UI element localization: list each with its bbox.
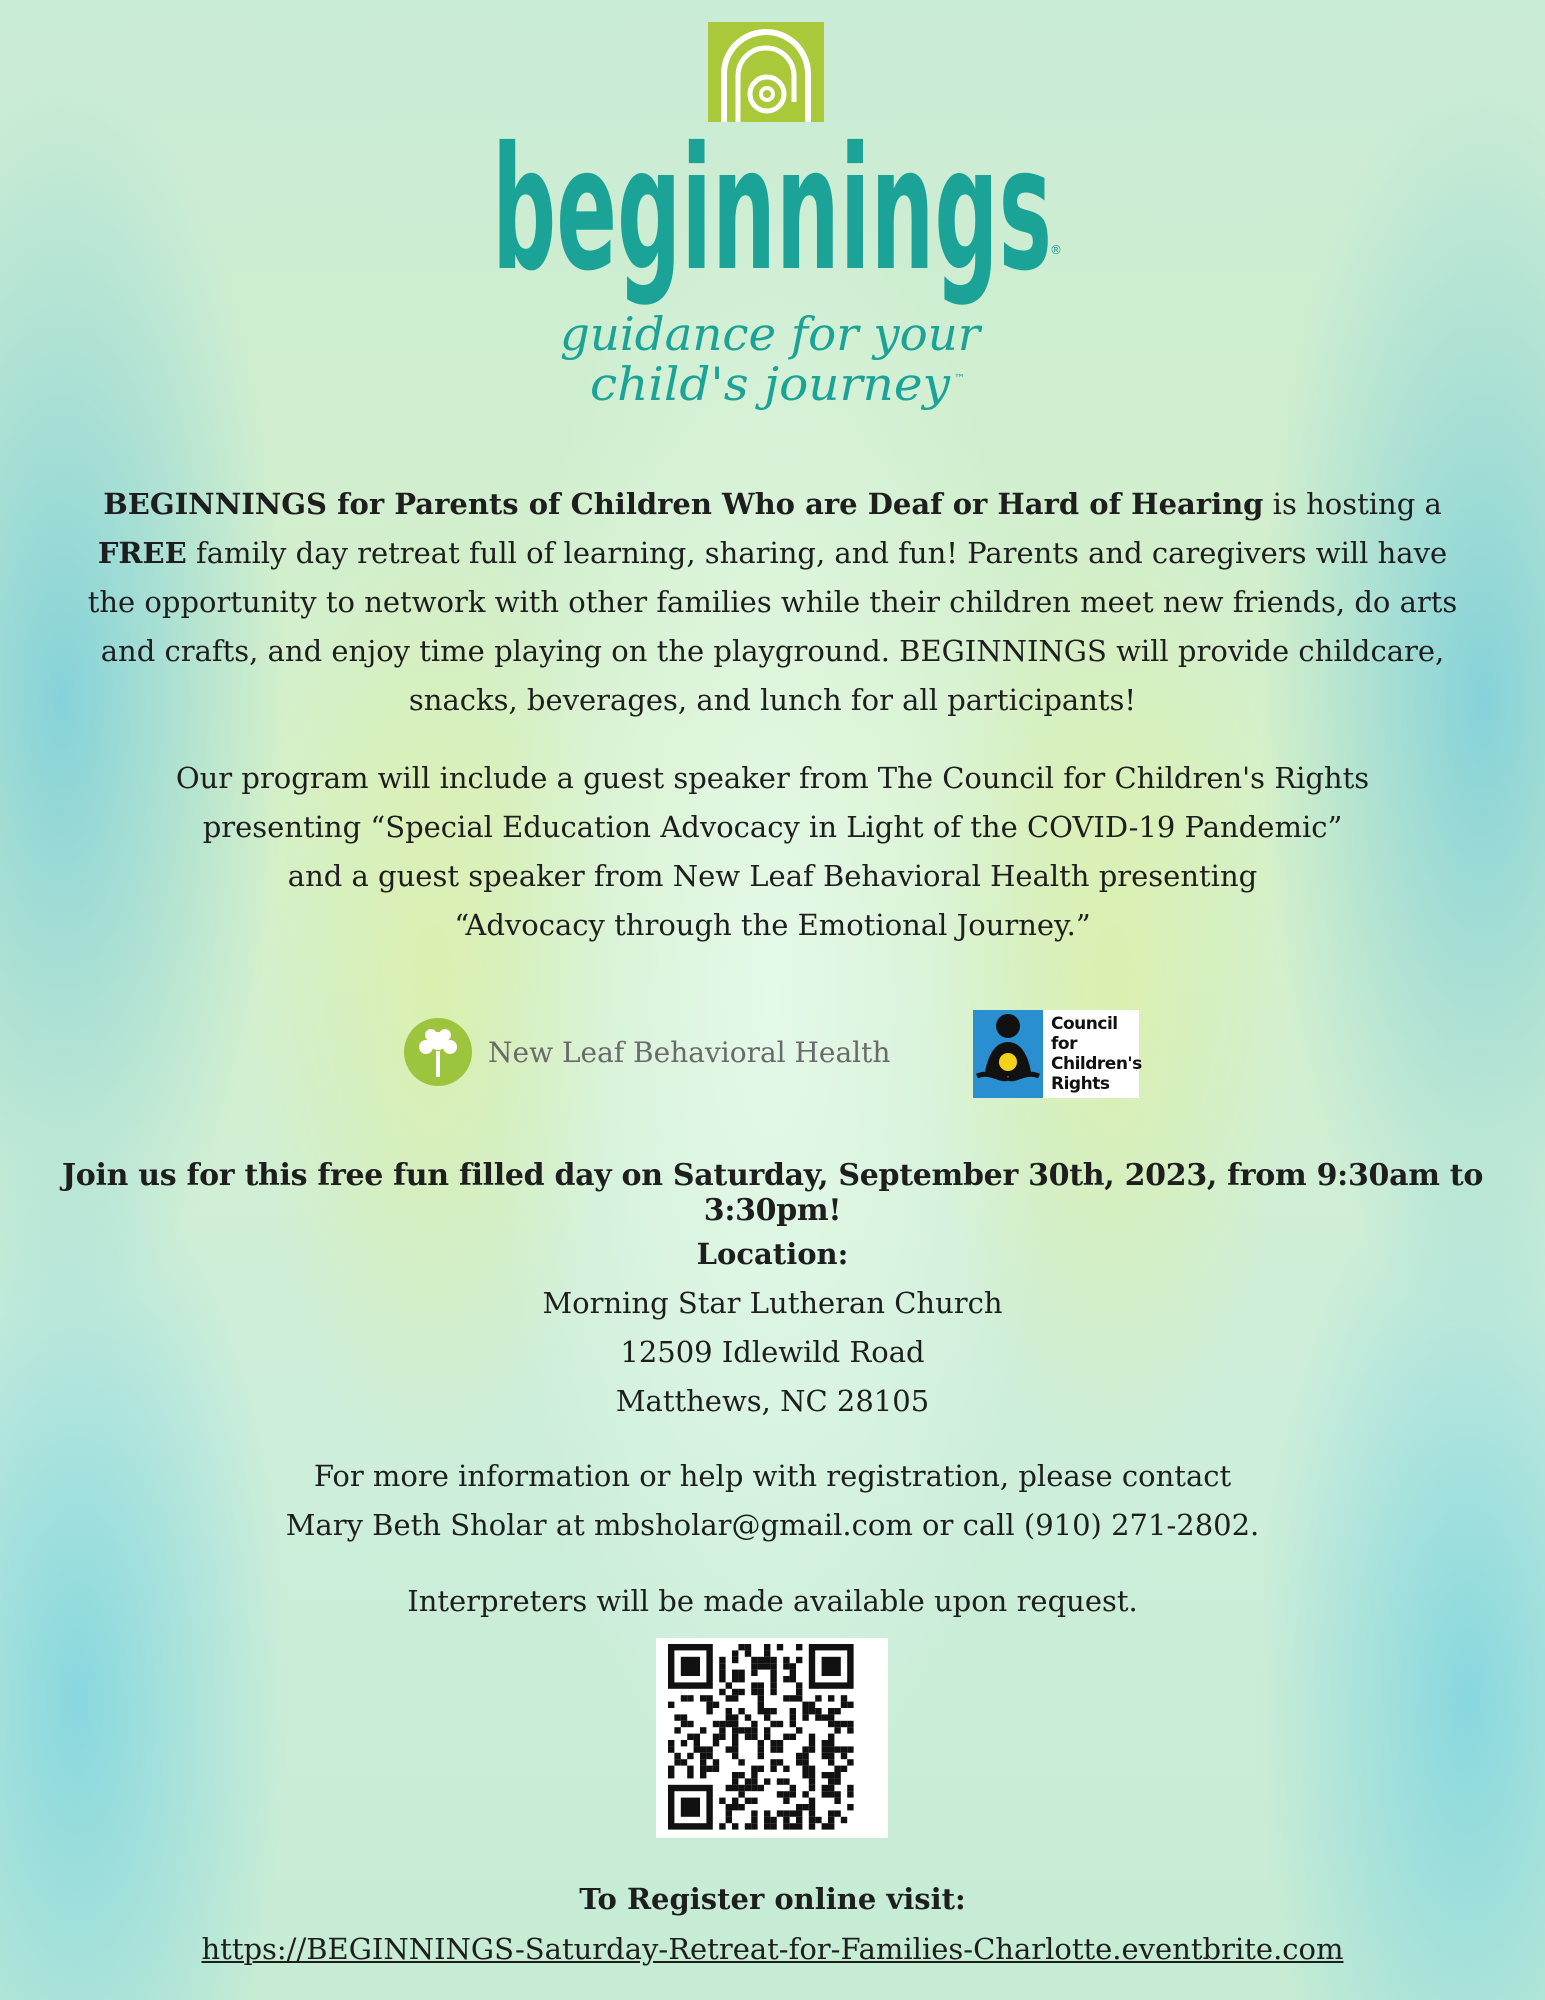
location-venue: Morning Star Lutheran Church [542, 1286, 1003, 1320]
location-street: 12509 Idlewild Road [620, 1335, 925, 1369]
program-line-1: Our program will include a guest speaker from The Council for Children's Rights [175, 761, 1370, 795]
intro-hosting-text: is hosting a [1263, 487, 1442, 521]
ccr-line-1: Council for [1051, 1014, 1118, 1054]
register-label: To Register online visit: [579, 1882, 966, 1916]
ccr-name [1051, 1014, 1142, 1094]
ccr-line-2: Children's [1051, 1054, 1142, 1074]
interpreters-note: Interpreters will be made available upon request. [407, 1584, 1138, 1618]
new-leaf-name: New Leaf Behavioral Health [488, 1035, 891, 1069]
contact-line-1: For more information or help with registration, please contact [313, 1459, 1232, 1493]
location-city: Matthews, NC 28105 [615, 1384, 930, 1418]
org-name: BEGINNINGS for Parents of Children Who are Deaf or Hard of Hearing [103, 487, 1264, 521]
intro-paragraph [80, 480, 1465, 725]
location-block [0, 1230, 1545, 1426]
svg-text:®: ® [1050, 243, 1062, 257]
program-line-2: presenting “Special Education Advocacy in Light of the COVID-19 Pandemic” [202, 810, 1343, 844]
register-link[interactable]: https://BEGINNINGS-Saturday-Retreat-for-Families-Charlotte.eventbrite.com [201, 1932, 1344, 1966]
program-paragraph [80, 754, 1465, 950]
logo-wordmark: beginnings [492, 111, 1052, 309]
partner-logos [0, 1010, 1545, 1110]
new-leaf-logo [404, 1018, 890, 1086]
spiral-icon [480, 22, 1080, 442]
free-label: FREE [97, 536, 187, 570]
svg-text:™: ™ [954, 372, 965, 385]
qr-code-icon[interactable] [656, 1638, 888, 1838]
tree-icon [404, 1018, 472, 1086]
contact-line-2[interactable]: Mary Beth Sholar at mbsholar@gmail.com or call (910) 271-2802. [285, 1508, 1260, 1542]
council-childrens-rights-logo [973, 1010, 1142, 1098]
program-line-3: and a guest speaker from New Leaf Behavioral Health presenting [287, 859, 1258, 893]
person-icon [973, 1010, 1043, 1098]
beginnings-logo [480, 22, 1080, 442]
location-label: Location: [696, 1237, 849, 1271]
logo-tagline-line1: guidance for your [560, 307, 984, 361]
ccr-line-3: Rights [1051, 1074, 1110, 1094]
contact-block [0, 1452, 1545, 1550]
program-line-4: “Advocacy through the Emotional Journey.” [454, 908, 1091, 942]
logo-tagline-line2: child's journey [590, 357, 952, 411]
intro-body: family day retreat full of learning, sharing, and fun! Parents and caregivers will have the opportunity to network with other families while their children meet new friends, do arts and crafts, and enjoy time playing on the playground. BEGINNINGS will provide childcare, snacks, beverages, and lunch for all participants! [87, 536, 1458, 717]
event-date-text: Join us for this free fun filled day on Saturday, September 30th, 2023, from 9:30am to 3:30pm! [61, 1158, 1484, 1228]
